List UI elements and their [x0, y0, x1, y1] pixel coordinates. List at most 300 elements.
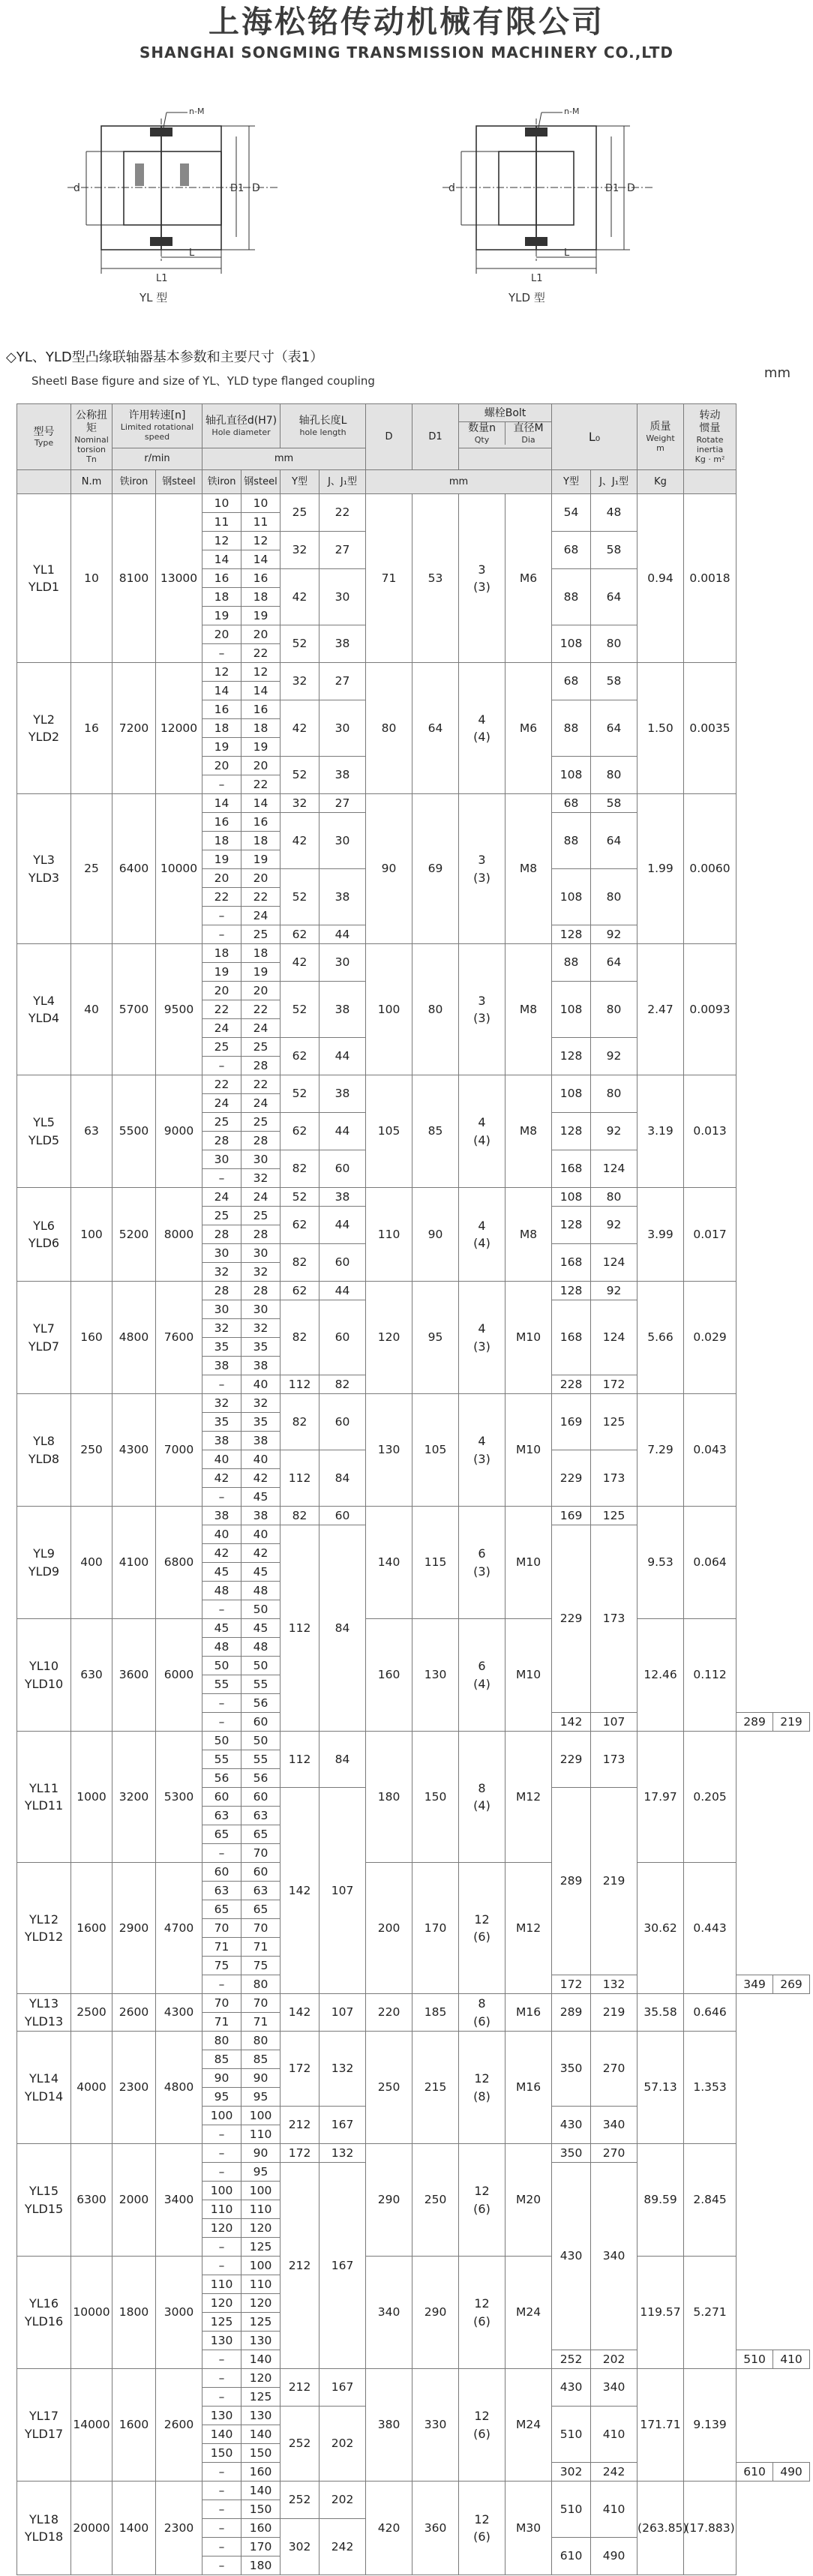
cell-bore-steel: 160 — [242, 2519, 280, 2538]
cell-bore-iron: 32 — [202, 1319, 242, 1338]
cell-len-y: 112 — [280, 1525, 320, 1732]
cell-bore-iron: 70 — [202, 1919, 242, 1938]
cell-speed-iron: 2000 — [112, 2144, 156, 2257]
cell-bore-steel: 120 — [242, 2294, 280, 2313]
cell-D: 105 — [366, 1075, 412, 1188]
col-bolt: 螺栓Bolt 数量n Qty 直径M Dia — [459, 404, 552, 448]
cell-l0-j: 173 — [591, 1732, 638, 1788]
cell-l0-j: 58 — [591, 532, 638, 569]
company-name-en: SHANGHAI SONGMING TRANSMISSION MACHINERY CO.,LTD — [140, 43, 674, 61]
cell-bolt-qty: 4 (3) — [459, 1282, 506, 1394]
cell-len-j: 30 — [320, 813, 366, 869]
cell-inertia: 1.353 — [684, 2032, 736, 2144]
cell-l0-j: 340 — [591, 2369, 638, 2407]
cell-l0-j: 58 — [591, 794, 638, 813]
cell-l0-j: 80 — [591, 757, 638, 794]
cell-bore-steel: 56 — [242, 1769, 280, 1788]
cell-l0-j: 92 — [591, 925, 638, 944]
cell-bore-steel: 150 — [242, 2500, 280, 2519]
cell-l0-y: 88 — [552, 700, 591, 757]
cell-D1: 215 — [412, 2032, 459, 2144]
sub-iron-bore: 铁iron — [202, 470, 242, 494]
cell-len-y: 32 — [280, 794, 320, 813]
cell-speed-iron: 2900 — [112, 1863, 156, 1994]
cell-D1: 85 — [412, 1075, 459, 1188]
cell-D1: 64 — [412, 663, 459, 794]
cell-speed-steel: 4700 — [156, 1863, 202, 1994]
cell-l0-j: 48 — [591, 494, 638, 532]
cell-bore-iron: 12 — [202, 532, 242, 550]
table-row — [17, 494, 810, 513]
cell-bolt-dia: M6 — [506, 494, 552, 663]
cell-D1: 69 — [412, 794, 459, 944]
table-row — [17, 1619, 810, 1638]
cell-bore-iron: 10 — [202, 494, 242, 513]
cell-len-j: 60 — [320, 1150, 366, 1188]
cell-D1: 290 — [412, 2257, 459, 2369]
cell-len-y: 82 — [280, 1300, 320, 1375]
table-row — [17, 794, 810, 813]
cell-torque: 630 — [71, 1619, 112, 1732]
cell-torque: 6300 — [71, 2144, 112, 2257]
cell-bore-steel: 22 — [242, 775, 280, 794]
cell-bore-steel: 16 — [242, 700, 280, 719]
cell-l0-j: 80 — [591, 1075, 638, 1113]
cell-torque: 20000 — [71, 2482, 112, 2575]
cell-weight: 89.59 — [638, 2144, 684, 2257]
cell-bore-steel: 125 — [242, 2388, 280, 2407]
cell-bore-iron: 24 — [202, 1094, 242, 1113]
cell-l0-j: 172 — [591, 1375, 638, 1394]
cell-bore-iron: 22 — [202, 1075, 242, 1094]
col-type: 型号 Type — [17, 404, 71, 470]
cell-len-y: 172 — [552, 1975, 591, 1994]
cell-bore-steel: 95 — [242, 2088, 280, 2107]
table-row — [17, 2032, 810, 2050]
cell-bore-steel: 28 — [242, 1057, 280, 1075]
yl-drawing — [52, 97, 292, 285]
cell-inertia: 0.017 — [684, 1188, 736, 1282]
cell-l0-j: 124 — [591, 1244, 638, 1282]
cell-bolt-dia: M6 — [506, 663, 552, 794]
cell-len-j: 60 — [320, 1244, 366, 1282]
cell-len-y: 82 — [280, 1507, 320, 1525]
cell-type: YL2 YLD2 — [17, 663, 71, 794]
cell-bore-iron: 20 — [202, 982, 242, 1000]
yld-D-label: D — [627, 182, 635, 194]
cell-D: 160 — [366, 1619, 412, 1732]
cell-bolt-dia: M24 — [506, 2369, 552, 2482]
cell-weight: 7.29 — [638, 1394, 684, 1507]
cell-bore-iron: – — [202, 2463, 242, 2482]
cell-bore-steel: 20 — [242, 869, 280, 888]
cell-bore-steel: 10 — [242, 494, 280, 513]
cell-bore-steel: 80 — [242, 1975, 280, 1994]
cell-D: 100 — [366, 944, 412, 1075]
cell-bore-steel: 19 — [242, 738, 280, 757]
cell-bore-iron: 100 — [202, 2182, 242, 2200]
cell-speed-steel: 7000 — [156, 1394, 202, 1507]
cell-bore-iron: 75 — [202, 1957, 242, 1975]
cell-bore-steel: 125 — [242, 2238, 280, 2257]
yl-L1-label: L1 — [156, 273, 168, 284]
cell-l0-j: 270 — [591, 2032, 638, 2107]
cell-bore-iron: 80 — [202, 2032, 242, 2050]
cell-bore-iron: 35 — [202, 1338, 242, 1357]
cell-l0-j: 125 — [591, 1507, 638, 1525]
cell-bore-iron: 19 — [202, 963, 242, 982]
cell-bore-iron: 50 — [202, 1732, 242, 1750]
cell-len-j: 202 — [591, 2350, 638, 2369]
cell-D: 71 — [366, 494, 412, 663]
bolt-subheader — [459, 421, 551, 445]
cell-bore-iron: 32 — [202, 1263, 242, 1282]
cell-len-y: 252 — [552, 2350, 591, 2369]
cell-D: 140 — [366, 1507, 412, 1619]
cell-l0-y: 88 — [552, 944, 591, 982]
table-row — [17, 1863, 810, 1882]
cell-l0-j: 340 — [591, 2163, 638, 2350]
cell-l0-y: 168 — [552, 1300, 591, 1375]
cell-torque: 100 — [71, 1188, 112, 1282]
cell-bolt-dia: M20 — [506, 2144, 552, 2257]
cell-bore-steel: 110 — [242, 2275, 280, 2294]
table-row — [17, 944, 810, 963]
cell-len-y: 42 — [280, 569, 320, 625]
yld-d-label: d — [448, 182, 455, 194]
yl-d-label: d — [74, 182, 80, 194]
cell-len-j: 27 — [320, 532, 366, 569]
cell-D: 220 — [366, 1994, 412, 2032]
cell-l0-y: 68 — [552, 794, 591, 813]
cell-bore-iron: 140 — [202, 2425, 242, 2444]
cell-bore-iron: 65 — [202, 1900, 242, 1919]
cell-speed-iron: 5500 — [112, 1075, 156, 1188]
cell-bore-iron: 48 — [202, 1582, 242, 1600]
cell-bolt-qty: 3 (3) — [459, 944, 506, 1075]
cell-weight: 1.50 — [638, 663, 684, 794]
cell-len-j: 107 — [320, 1994, 366, 2032]
cell-bore-iron: 56 — [202, 1769, 242, 1788]
cell-bolt-dia: M16 — [506, 1994, 552, 2032]
cell-l0-y: 128 — [552, 1113, 591, 1150]
cell-type: YL18 YLD18 — [17, 2482, 71, 2575]
cell-bore-iron: 120 — [202, 2294, 242, 2313]
cell-type: YL13 YLD13 — [17, 1994, 71, 2032]
cell-l0-y: 108 — [552, 869, 591, 925]
cell-bore-iron: 90 — [202, 2069, 242, 2088]
cell-len-j: 38 — [320, 982, 366, 1038]
company-name-cn: 上海松铭传动机械有限公司 — [208, 4, 604, 40]
cell-l0-y: 168 — [552, 1150, 591, 1188]
cell-l0-j: 125 — [591, 1394, 638, 1450]
cell-len-j: 242 — [320, 2519, 366, 2575]
unit-torque: N.m — [71, 470, 112, 494]
cell-bolt-dia: M10 — [506, 1282, 552, 1394]
cell-l0-j: 124 — [591, 1150, 638, 1188]
cell-len-y: 212 — [280, 2163, 320, 2369]
cell-D1: 185 — [412, 1994, 459, 2032]
cell-l0-j: 270 — [591, 2144, 638, 2163]
table-unit: mm — [764, 365, 790, 381]
cell-type: YL8 YLD8 — [17, 1394, 71, 1507]
cell-speed-steel: 3400 — [156, 2144, 202, 2257]
cell-bore-iron: 38 — [202, 1432, 242, 1450]
table-row — [17, 2482, 810, 2500]
cell-bolt-qty: 3 (3) — [459, 494, 506, 663]
cell-bore-steel: 18 — [242, 832, 280, 850]
cell-D1: 90 — [412, 1188, 459, 1282]
cell-speed-steel: 2600 — [156, 2369, 202, 2482]
cell-weight: 35.58 — [638, 1994, 684, 2032]
cell-bore-steel: 35 — [242, 1413, 280, 1432]
cell-len-j: 44 — [320, 1282, 366, 1300]
cell-bore-iron: – — [202, 2369, 242, 2388]
cell-bore-iron: 63 — [202, 1882, 242, 1900]
cell-len-j: 44 — [320, 1038, 366, 1075]
cell-l0-j: 92 — [591, 1113, 638, 1150]
yld-bolt-label: n-M — [564, 106, 580, 116]
cell-l0-y: 68 — [552, 663, 591, 700]
cell-l0-j: 410 — [591, 2482, 638, 2538]
cell-bore-iron: 45 — [202, 1619, 242, 1638]
cell-bore-steel: 110 — [242, 2200, 280, 2219]
cell-type: YL7 YLD7 — [17, 1282, 71, 1394]
cell-torque: 10000 — [71, 2257, 112, 2369]
cell-bore-steel: 140 — [242, 2425, 280, 2444]
cell-bore-steel: 20 — [242, 982, 280, 1000]
cell-inertia: 0.064 — [684, 1507, 736, 1619]
cell-speed-iron: 3600 — [112, 1619, 156, 1732]
cell-bore-steel: 100 — [242, 2182, 280, 2200]
cell-len-j: 107 — [591, 1713, 638, 1732]
col-speed: 许用转速[n] Limited rotational speed — [112, 404, 202, 448]
yl-d1-label: D1 — [230, 183, 244, 194]
cell-speed-iron: 7200 — [112, 663, 156, 794]
cell-bore-steel: 20 — [242, 757, 280, 775]
cell-bore-iron: 18 — [202, 719, 242, 738]
page-header — [0, 0, 813, 82]
cell-bore-iron: 65 — [202, 1825, 242, 1844]
cell-bore-iron: 125 — [202, 2313, 242, 2332]
cell-bore-steel: 130 — [242, 2332, 280, 2350]
cell-bore-iron: – — [202, 2125, 242, 2144]
cell-l0-y: 430 — [552, 2107, 591, 2144]
cell-bore-steel: 38 — [242, 1432, 280, 1450]
cell-bore-iron: 25 — [202, 1207, 242, 1225]
cell-bore-steel: 18 — [242, 944, 280, 963]
cell-inertia: 5.271 — [684, 2257, 736, 2369]
cell-bore-iron: – — [202, 1844, 242, 1863]
cell-bore-steel: 18 — [242, 719, 280, 738]
unit-bore: mm — [202, 448, 366, 470]
spec-table-wrapper — [16, 403, 810, 2575]
cell-bore-steel: 30 — [242, 1150, 280, 1169]
cell-bore-iron: 55 — [202, 1675, 242, 1694]
cell-bore-iron: 19 — [202, 607, 242, 625]
cell-D1: 150 — [412, 1732, 459, 1863]
cell-l0-j: 64 — [591, 813, 638, 869]
cell-weight: 57.13 — [638, 2032, 684, 2144]
cell-bore-iron: 16 — [202, 700, 242, 719]
table-row — [17, 1394, 810, 1413]
cell-bore-steel: 28 — [242, 1225, 280, 1244]
cell-bore-iron: – — [202, 1488, 242, 1507]
cell-D1: 330 — [412, 2369, 459, 2482]
cell-bolt-qty: 4 (3) — [459, 1394, 506, 1507]
cell-D: 340 — [366, 2257, 412, 2369]
cell-len-j: 44 — [320, 1207, 366, 1244]
cell-bore-steel: 32 — [242, 1263, 280, 1282]
cell-len-y: 62 — [280, 925, 320, 944]
cell-len-y: 252 — [280, 2482, 320, 2519]
cell-bore-steel: 110 — [242, 2125, 280, 2144]
figure-yl — [52, 97, 292, 285]
cell-bore-iron: 42 — [202, 1544, 242, 1563]
cell-bore-iron: 14 — [202, 682, 242, 700]
cell-torque: 1600 — [71, 1863, 112, 1994]
cell-len-j: 202 — [320, 2407, 366, 2482]
col-D1: D1 — [412, 404, 459, 470]
cell-bore-steel: 11 — [242, 513, 280, 532]
cell-D: 110 — [366, 1188, 412, 1282]
cell-bore-steel: 90 — [242, 2069, 280, 2088]
cell-l0-y: 610 — [552, 2538, 591, 2575]
cell-bore-steel: 25 — [242, 1038, 280, 1057]
cell-speed-steel: 12000 — [156, 663, 202, 794]
cell-bore-iron: 25 — [202, 1038, 242, 1057]
cell-len-y: 142 — [552, 1713, 591, 1732]
cell-len-j: 60 — [320, 1507, 366, 1525]
cell-len-j: 44 — [320, 1113, 366, 1150]
cell-bore-iron: 110 — [202, 2200, 242, 2219]
cell-bore-iron: 19 — [202, 850, 242, 869]
cell-bore-iron: 16 — [202, 813, 242, 832]
col-inertia: 转动 惯量 Rotate inertia Kg · m² — [684, 404, 736, 470]
cell-speed-steel: 10000 — [156, 794, 202, 944]
cell-bore-iron: 48 — [202, 1638, 242, 1657]
cell-l0-y: 108 — [552, 757, 591, 794]
cell-len-j: 22 — [320, 494, 366, 532]
cell-bolt-dia: M16 — [506, 2032, 552, 2144]
cell-len-y: 62 — [280, 1207, 320, 1244]
cell-type: YL6 YLD6 — [17, 1188, 71, 1282]
cell-speed-steel: 7600 — [156, 1282, 202, 1394]
cell-weight: 2.47 — [638, 944, 684, 1075]
cell-bore-steel: 32 — [242, 1169, 280, 1188]
cell-bore-steel: 19 — [242, 607, 280, 625]
cell-speed-iron: 5200 — [112, 1188, 156, 1282]
cell-inertia: 0.0093 — [684, 944, 736, 1075]
cell-speed-steel: 4800 — [156, 2032, 202, 2144]
cell-l0-y: 228 — [552, 1375, 591, 1394]
cell-bore-steel: 42 — [242, 1544, 280, 1563]
cell-len-j: 242 — [591, 2463, 638, 2482]
cell-speed-iron: 4100 — [112, 1507, 156, 1619]
cell-l0-y: 128 — [552, 1038, 591, 1075]
cell-bore-iron: 24 — [202, 1019, 242, 1038]
cell-bore-iron: 16 — [202, 569, 242, 588]
cell-weight: 171.71 — [638, 2369, 684, 2482]
cell-bolt-qty: 12 (6) — [459, 2144, 506, 2257]
cell-bore-iron: 20 — [202, 869, 242, 888]
cell-bore-steel: 14 — [242, 682, 280, 700]
cell-l0-y: 169 — [552, 1394, 591, 1450]
cell-D1: 250 — [412, 2144, 459, 2257]
cell-len-j: 82 — [320, 1375, 366, 1394]
cell-bore-iron: 55 — [202, 1750, 242, 1769]
col-weight: 质量 Weight m — [638, 404, 684, 470]
cell-bore-iron: – — [202, 1057, 242, 1075]
cell-bore-iron: 120 — [202, 2219, 242, 2238]
cell-bore-steel: 45 — [242, 1619, 280, 1638]
cell-bore-iron: 11 — [202, 513, 242, 532]
cell-len-j: 167 — [320, 2163, 366, 2369]
cell-weight: 9.53 — [638, 1507, 684, 1619]
cell-bore-steel: 65 — [242, 1900, 280, 1919]
cell-len-j: 167 — [320, 2369, 366, 2407]
cell-inertia: (17.883) — [684, 2482, 736, 2575]
cell-bore-iron: – — [202, 1713, 242, 1732]
cell-D1: 80 — [412, 944, 459, 1075]
cell-bolt-qty: 4 (4) — [459, 1188, 506, 1282]
cell-bore-steel: 30 — [242, 1244, 280, 1263]
cell-bolt-dia: M8 — [506, 944, 552, 1075]
cell-bore-steel: 60 — [242, 1713, 280, 1732]
cell-bore-steel: 24 — [242, 907, 280, 925]
cell-inertia: 0.013 — [684, 1075, 736, 1188]
cell-len-j: 30 — [320, 700, 366, 757]
cell-bore-steel: 38 — [242, 1357, 280, 1375]
cell-speed-iron: 1600 — [112, 2369, 156, 2482]
cell-len-y: 82 — [280, 1150, 320, 1188]
cell-bore-steel: 60 — [242, 1863, 280, 1882]
cell-speed-iron: 4800 — [112, 1282, 156, 1394]
cell-bore-iron: – — [202, 2519, 242, 2538]
cell-len-j: 132 — [320, 2144, 366, 2163]
cell-bolt-dia: M12 — [506, 1863, 552, 1994]
cell-inertia: 0.029 — [684, 1282, 736, 1394]
cell-len-j: 84 — [320, 1450, 366, 1507]
cell-bore-iron: 28 — [202, 1282, 242, 1300]
cell-bore-steel: 40 — [242, 1450, 280, 1469]
cell-len-y: 42 — [280, 813, 320, 869]
cell-type: YL11 YLD11 — [17, 1732, 71, 1863]
cell-bolt-qty: 4 (4) — [459, 1075, 506, 1188]
cell-bore-steel: 160 — [242, 2463, 280, 2482]
cell-speed-steel: 13000 — [156, 494, 202, 663]
cell-speed-iron: 4300 — [112, 1394, 156, 1507]
cell-l0-j: 64 — [591, 569, 638, 625]
table-row — [17, 1188, 810, 1207]
cell-speed-steel: 4300 — [156, 1994, 202, 2032]
cell-torque: 4000 — [71, 2032, 112, 2144]
cell-speed-iron: 2600 — [112, 1994, 156, 2032]
cell-bolt-dia: M12 — [506, 1732, 552, 1863]
cell-bore-iron: 40 — [202, 1525, 242, 1544]
cell-speed-steel: 9500 — [156, 944, 202, 1075]
cell-inertia: 2.845 — [684, 2144, 736, 2257]
cell-D1: 95 — [412, 1282, 459, 1394]
cell-bore-steel: 28 — [242, 1132, 280, 1150]
cell-len-j: 27 — [320, 794, 366, 813]
cell-bolt-qty: 12 (6) — [459, 2369, 506, 2482]
cell-bore-steel: 71 — [242, 2013, 280, 2032]
cell-bolt-qty: 6 (3) — [459, 1507, 506, 1619]
cell-len-y: 172 — [280, 2032, 320, 2107]
cell-bolt-qty: 8 (4) — [459, 1732, 506, 1863]
cell-bore-steel: 12 — [242, 663, 280, 682]
